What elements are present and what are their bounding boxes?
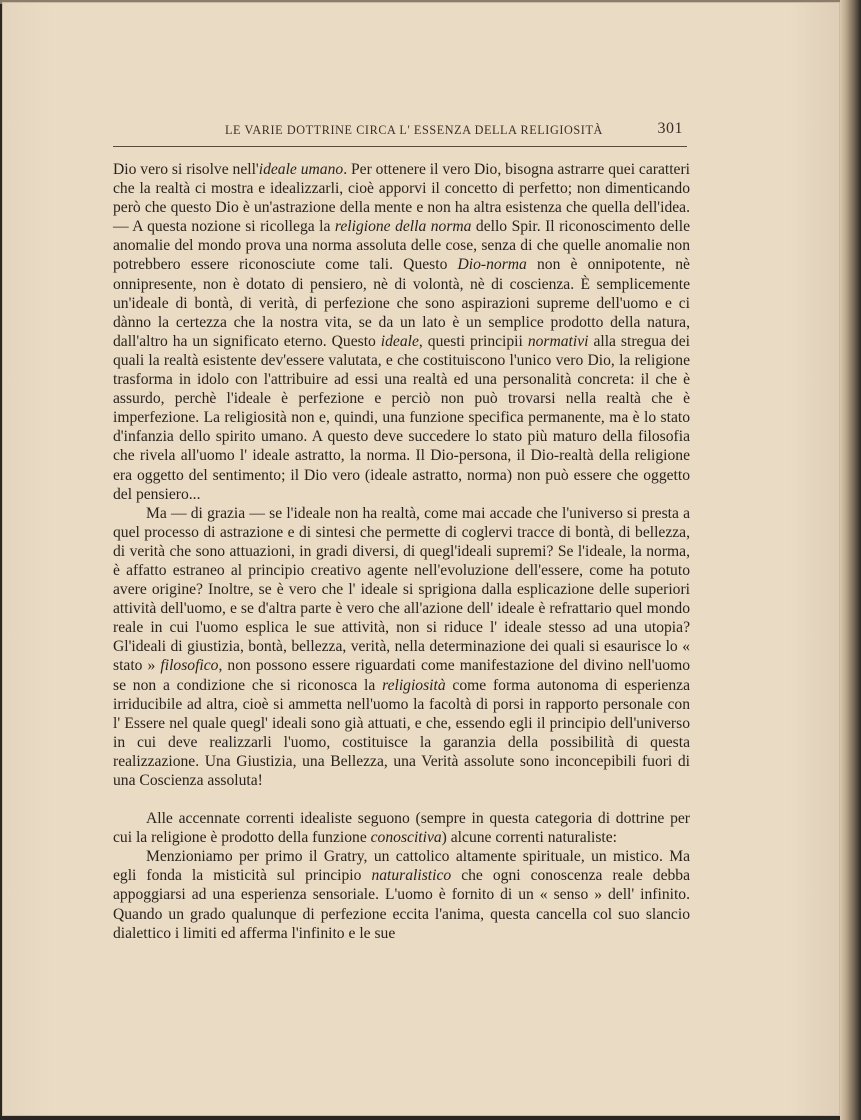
- italic-text: Dio-norma: [457, 256, 527, 274]
- text-segment: alla stregua dei quali la realtà esistente dev'essere valutata, e che costituiscono l'unico vero Dio, la religione trasforma in idolo con l'attribuire ad essi una realtà ed una personalità concreta: il che è assurdo, perchè l'ideale è perfezione e perciò non può trovarsi nella realtà che è imperfezione. La religiosità non e, quindi, una funzione specifica permanente, ma è lo stato d'infanzia dello spirito umano. A questo deve succedere lo stato più maturo della filosofia che rivela all'uomo l' ideale astratto, la norma. Il Dio-persona, il Dio-realtà della religione era oggetto del sentimento; il Dio vero (ideale astratto, norma) non può essere che oggetto del pensiero...: [113, 332, 690, 503]
- italic-text: ideale: [380, 332, 419, 350]
- italic-text: religione della norma: [334, 218, 472, 236]
- paragraph: [113, 809, 690, 847]
- italic-text: naturalistico: [371, 867, 452, 885]
- page-number: 301: [657, 120, 683, 137]
- italic-text: conoscitiva: [370, 829, 442, 847]
- text-segment: ) alcune correnti naturaliste:: [441, 829, 618, 847]
- paragraph: [113, 160, 690, 504]
- text-segment: Menzioniamo per primo il Gratry, un cattolico altamente spirituale, un mistico. Ma egli fonda la misticità sul principio: [113, 848, 690, 885]
- page-right-edge: [840, 0, 861, 1120]
- text-segment: Ma — di grazia — se l'ideale non ha realtà, come mai accade che l'universo si presta a quel processo di astrazione e di sintesi che permette di coglervi tracce di bontà, di bellezza, di verità che sono attuazioni, in gradi diversi, di quegl'ideali supremi? Se l'ideale, la norma, è affatto estraneo al principio creativo agente nell'evoluzione dell'essere, come ha potuto avere origine? Inoltre, se è vero che l' ideale si sprigiona dalla esplicazione delle superiori attività dell'uomo, e se d'altra parte è vero che all'azione dell' ideale è refrattario quel mondo reale in cui l'uomo esplica le sue attività, non si riduce l' ideale stesso ad una utopia? Gl'ideali di giustizia, bontà, bellezza, verità, nella determinazione dei quali si esaurisce lo « stato »: [113, 504, 690, 675]
- text-segment: , non possono essere riguardati come manifestazione del divino nell'uomo se non a condizione che si riconosca la: [113, 657, 691, 694]
- text-segment: Alle accennate correnti idealiste seguono (sempre in questa categoria di dottrine per cui la religione è prodotto della funzione: [113, 810, 690, 847]
- page-header: [113, 120, 687, 147]
- paragraph: [113, 504, 690, 790]
- text-segment: , questi principii: [418, 332, 528, 350]
- italic-text: religiosità: [382, 676, 446, 694]
- text-segment: non è onnipotente, nè onnipresente, non è dotato di pensiero, nè di volontà, nè di coscienza. È semplicemente un'ideale di bontà, di verità, di perfezione che sono aspirazioni supreme dell'uomo e ci dànno la certezza che la nostra vita, se da un lato è un semplice prodotto della natura, dall'altro ha un significato eterno. Questo: [113, 256, 690, 350]
- italic-text: ideale umano: [258, 161, 344, 178]
- italic-text: normativi: [527, 332, 589, 350]
- running-head: LE VARIE DOTTRINE CIRCA L' ESSENZA DELLA RELIGIOSITÀ: [225, 123, 603, 137]
- text-segment: come forma autonoma di esperienza irriducibile ad altra, cioè si ammetta nell'uomo la facoltà di porsi in rapporto personale con l' Essere nel quale quegl' ideali sono già attuati, e che, essendo egli il principio dell'universo in cui deve realizzarli l'uomo, costituisce la garanzia della possibilità di questa realizzazione. Una Giustizia, una Bellezza, una Verità assolute sono inconcepibili fuori di una Coscienza assoluta!: [113, 676, 690, 789]
- text-segment: Dio vero si risolve nell': [113, 161, 259, 178]
- text-segment: che ogni conoscenza reale debba appoggiarsi ad una esperienza sensoriale. L'uomo è fornito di un « senso » dell' infinito. Quando un grado qualunque di perfezione eccita l'anima, questa cancella col suo slancio dialettico i limiti ed afferma l'infinito e le sue: [113, 867, 691, 942]
- paragraph: [113, 847, 690, 942]
- text-segment: dello Spir. Il riconoscimento delle anomalie del mondo prova una norma assoluta delle cose, senza di che quelle anomalie non potrebbero essere riconosciute come tali. Questo: [113, 218, 691, 274]
- body-text: [113, 160, 690, 943]
- text-segment: . Per ottenere il vero Dio, bisogna astrarre quei caratteri che la realtà ci mostra e idealizzarli, cioè apporvi il concetto di perfetto; non dimenticando però che questo Dio è un'astrazione della mente e non ha altra esistenza che quella dell'idea. — A questa nozione si ricollega la: [113, 161, 691, 236]
- italic-text: filosofico: [160, 657, 219, 675]
